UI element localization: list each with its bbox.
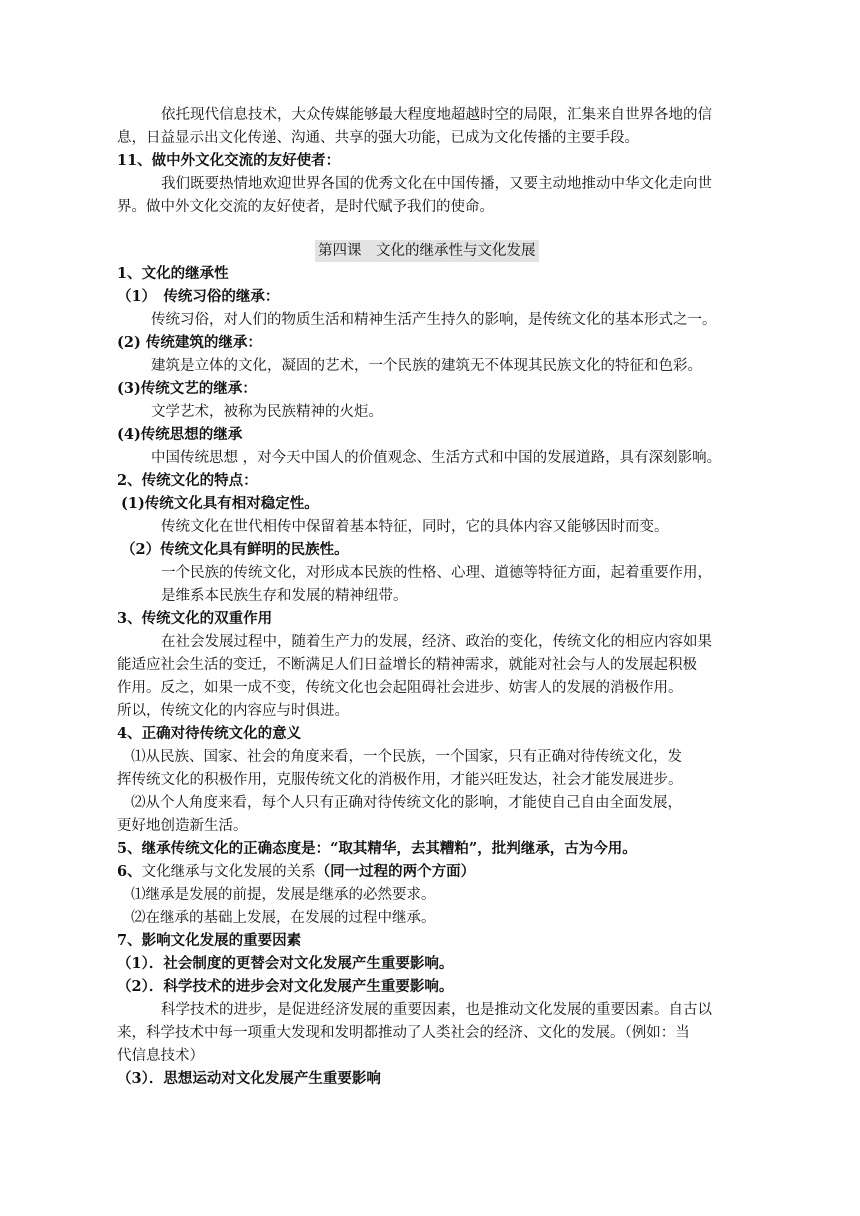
subsection-heading: （2）传统文化具有鲜明的民族性。 xyxy=(121,541,349,558)
paragraph-line: 更好地创造新生活。 xyxy=(117,818,248,834)
subsection-heading: （2）．科学技术的进步会对文化发展产生重要影响。 xyxy=(117,978,454,995)
subsection-heading: (3)传统文艺的继承： xyxy=(117,380,257,397)
subsection-heading: (2) 传统建筑的继承： xyxy=(117,334,262,351)
paragraph-line: 界。做中外文化交流的友好使者，是时代赋予我们的使命。 xyxy=(117,199,494,215)
section-heading: 11、做中外文化交流的友好使者： xyxy=(117,152,341,169)
section-heading-line xyxy=(117,861,737,884)
paragraph-line: 能适应社会生活的变迁，不断满足人们日益增长的精神需求，就能对社会与人的发展起积极 xyxy=(117,657,697,673)
paragraph-line: ⑴继承是发展的前提，发展是继承的必然要求。 xyxy=(131,887,436,903)
section-heading: 1、文化的继承性 xyxy=(117,265,229,282)
paragraph-line: 传统文化在世代相传中保留着基本特征，同时，它的具体内容又能够因时而变。 xyxy=(161,519,669,535)
paragraph-line: 是维系本民族生存和发展的精神纽带。 xyxy=(161,588,408,604)
paragraph-line: 挥传统文化的积极作用，克服传统文化的消极作用，才能兴旺发达，社会才能发展进步。 xyxy=(117,772,683,788)
paragraph-line: ⑵在继承的基础上发展，在发展的过程中继承。 xyxy=(131,910,436,926)
lesson-title: 第四课 文化的继承性与文化发展 xyxy=(315,240,539,262)
section-heading-emphasis: （同一过程的两个方面） xyxy=(315,863,476,880)
paragraph-line: 所以，传统文化的内容应与时俱进。 xyxy=(117,703,349,719)
paragraph-line: 在社会发展过程中，随着生产力的发展，经济、政治的变化，传统文化的相应内容如果 xyxy=(161,634,712,650)
paragraph-line: 我们既要热情地欢迎世界各国的优秀文化在中国传播，又要主动地推动中华文化走向世 xyxy=(161,176,712,192)
subsection-heading: (4)传统思想的继承 xyxy=(117,426,243,443)
section-number: 6、 xyxy=(117,863,142,880)
paragraph-line: 文学艺术，被称为民族精神的火炬。 xyxy=(151,404,383,420)
subsection-heading: （3）．思想运动对文化发展产生重要影响 xyxy=(117,1070,381,1087)
paragraph-line: 依托现代信息技术，大众传媒能够最大程度地超越时空的局限，汇集来自世界各地的信 xyxy=(161,107,712,123)
paragraph-line: 科学技术的进步，是促进经济发展的重要因素，也是推动文化发展的重要因素。自古以 xyxy=(161,1002,712,1018)
section-heading: 7、影响文化发展的重要因素 xyxy=(117,932,302,949)
paragraph-line: 来，科学技术中每一项重大发现和发明都推动了人类社会的经济、文化的发展。（例如：当 xyxy=(117,1025,690,1041)
section-heading: 2、传统文化的特点： xyxy=(117,472,258,489)
paragraph-line: 传统习俗，对人们的物质生活和精神生活产生持久的影响，是传统文化的基本形式之一。 xyxy=(151,312,717,328)
section-heading: 5、继承传统文化的正确态度是：“取其精华，去其糟粕”，批判继承，古为今用。 xyxy=(117,840,637,857)
section-heading: 3、传统文化的双重作用 xyxy=(117,610,273,627)
subsection-heading: （1） 传统习俗的继承： xyxy=(117,288,280,305)
section-heading: 4、正确对待传统文化的意义 xyxy=(117,725,302,742)
paragraph-line: 息，日益显示出文化传递、沟通、共享的强大功能，已成为文化传播的主要手段。 xyxy=(117,130,639,146)
subsection-heading: (1)传统文化具有相对稳定性。 xyxy=(121,495,319,512)
paragraph-line: 一个民族的传统文化，对形成本民族的性格、心理、道德等特征方面，起着重要作用， xyxy=(161,565,712,581)
subsection-heading: （1）．社会制度的更替会对文化发展产生重要影响。 xyxy=(117,955,454,972)
paragraph-line: 代信息技术） xyxy=(117,1048,204,1064)
paragraph-line: 作用。反之，如果一成不变，传统文化也会起阻碍社会进步、妨害人的发展的消极作用。 xyxy=(117,680,683,696)
section-heading-text: 文化继承与文化发展的关系 xyxy=(141,864,316,880)
paragraph-line: ⑴从民族、国家、社会的角度来看，一个民族，一个国家，只有正确对待传统文化，发 xyxy=(131,749,682,765)
paragraph-line: 建筑是立体的文化，凝固的艺术，一个民族的建筑无不体现其民族文化的特征和色彩。 xyxy=(151,358,702,374)
paragraph-line: ⑵从个人角度来看，每个人只有正确对待传统文化的影响，才能使自己自由全面发展， xyxy=(131,795,682,811)
paragraph-line: 中国传统思想 ，对今天中国人的价值观念、生活方式和中国的发展道路，具有深刻影响。 xyxy=(151,450,722,466)
